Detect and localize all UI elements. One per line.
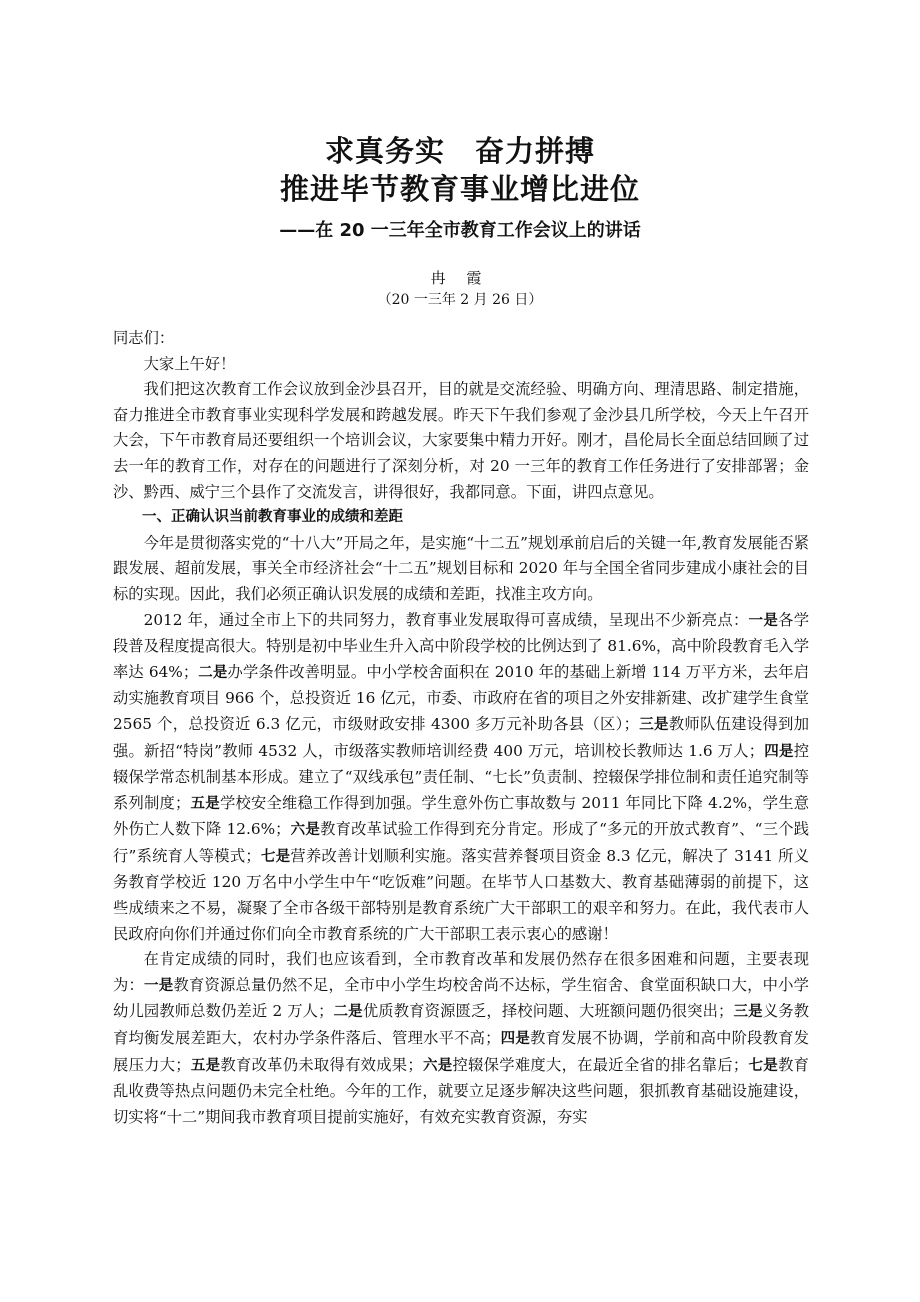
achievement-text: 教师队伍建设得到加强。新招“特岗”教师 4532 人，市级落实教师培训经费 400 万元，培训校长教师达 1.6 万人； <box>113 714 809 760</box>
achievement-text: 教育改革试验工作得到充分肯定。形成了“多元的开放式教育”、“三个践行”系统育人等模式； <box>113 820 809 865</box>
achievement-text: 各学段普及程度提高很大。特别是初中毕业生升入高中阶段学校的比例达到了 81.6%，高中阶段教育毛入学率达 64%； <box>113 610 810 681</box>
title-line-1: 求真务实 奋力拼搏 <box>324 134 595 168</box>
problem-text: 教育资源总量仍然不足，全市中小学生均校舍尚不达标，学生宿舍、食堂面积缺口大，中小学幼儿园教师总数仍差近 2 万人； <box>113 975 809 1021</box>
author: 冉 霞 <box>430 269 490 287</box>
achievement-text: 学校安全维稳工作得到加强。学生意外伤亡事故数与 2011 年同比下降 4.2%，学生意外伤亡人数下降 12.6%； <box>113 793 809 839</box>
problem-marker: 四是 <box>500 1031 531 1048</box>
title-line-2: 推进毕节教育事业增比进位 <box>279 172 640 206</box>
achievement-text: 办学条件改善明显。中小学校舍面积在 2010 年的基础上新增 114 万平方米，去年启动实施教育项目 966 个，总投资近 16 亿元，市委、市政府在省的项目之外安排新建、改扩建学生食堂 2565 个，总投资近 6.3 亿元，市级财政安排 4300 多万元补助各县（区）； <box>113 662 810 733</box>
achievement-marker: 一是 <box>748 612 779 629</box>
achievement-marker: 二是 <box>198 664 228 681</box>
problem-marker: 一是 <box>144 977 174 994</box>
achievement-marker: 六是 <box>290 822 321 839</box>
problem-text: 优质教育资源匮乏，择校问题、大班额问题仍很突出； <box>362 1002 734 1021</box>
achievement-marker: 四是 <box>764 743 794 760</box>
speech-body <box>113 326 809 1130</box>
achievement-text: 控辍保学常态机制基本形成。建立了“双线承包”责任制、“七长”负责制、控辍保学排位制和责任追究制等系列制度； <box>113 741 809 812</box>
problem-marker: 三是 <box>733 1004 763 1021</box>
achievement-text: 营养改善计划顺利实施。落实营养餐项目资金 8.3 亿元，解决了 3141 所义务教育学校近 120 万名中小学生中午“吃饭难”问题。在毕节人口基数大、教育基础薄弱的前提下，这些成绩来之不易，凝聚了全市各级干部特别是教育系统广大干部职工的艰辛和努力。在此，我代表市人民政府向你们并通过你们向全市教育系统的广大干部职工表示衷心的感谢！ <box>113 846 809 943</box>
greeting: 大家上午好！ <box>143 354 236 373</box>
problem-text: 教育改革仍未取得有效成果； <box>220 1055 423 1074</box>
problem-marker: 七是 <box>748 1057 779 1074</box>
paragraph-problems <box>113 947 809 1130</box>
achievement-marker: 三是 <box>638 716 669 733</box>
achievement-marker: 七是 <box>260 848 291 865</box>
salutation: 同志们： <box>113 329 175 347</box>
problem-marker: 六是 <box>422 1057 453 1074</box>
problem-marker: 二是 <box>333 1004 363 1021</box>
problem-text: 教育发展不协调，学前和高中阶段教育发展压力大； <box>113 1029 809 1074</box>
section-heading-1: 一、正确认识当前教育事业的成绩和差距 <box>142 509 403 526</box>
problem-text: 教育乱收费等热点问题仍未完全杜绝。今年的工作，就要立足逐步解决这些问题，狠抓教育基础设施建设，切实将“十二”期间我市教育项目提前实施好，有效充实教育资源，夯实 <box>113 1055 809 1126</box>
problem-marker: 五是 <box>190 1057 221 1074</box>
paragraph-section1-opening: 今年是贯彻落实党的“十八大”开局之年，是实施“十二五”规划承前启后的关键一年,教育发展能否紧跟发展、超前发展，事关全市经济社会“十二五”规划目标和 2020 年与全国全省同步建成小康社会的目标的实现。因此，我们必须正确认识发展的成绩和差距，找准主攻方向。 <box>113 533 809 603</box>
problem-text: 义务教育均衡发展差距大，农村办学条件落后、管理水平不高； <box>113 1002 809 1048</box>
speech-date: （20 一三年 2 月 26 日） <box>377 292 543 308</box>
subtitle: ——在 20 一三年全市教育工作会议上的讲话 <box>279 220 641 241</box>
paragraph-intro: 我们把这次教育工作会议放到金沙县召开，目的就是交流经验、明确方向、理清思路、制定措施，奋力推进全市教育事业实现科学发展和跨越发展。昨天下午我们参观了金沙县几所学校，今天上午召开大会，下午市教育局还要组织一个培训会议，大家要集中精力开好。刚才，昌伦局长全面总结回顾了过去一年的教育工作，对存在的问题进行了深刻分析，对 20 一三年的教育工作任务进行了安排部署；金沙、黔西、威宁三个县作了交流发言，讲得很好，我都同意。下面，讲四点意见。 <box>113 380 809 501</box>
problem-text: 控辍保学难度大，在最近全省的排名靠后； <box>452 1055 749 1074</box>
paragraph-achievements <box>113 608 809 948</box>
problems-lead: 在肯定成绩的同时，我们也应该看到，全市教育改革和发展仍然存在很多困难和问题，主要表现为： <box>113 950 809 994</box>
achievements-lead: 2012 年，通过全市上下的共同努力，教育事业发展取得可喜成绩，呈现出不少新亮点： <box>143 610 749 629</box>
achievement-marker: 五是 <box>190 795 220 812</box>
